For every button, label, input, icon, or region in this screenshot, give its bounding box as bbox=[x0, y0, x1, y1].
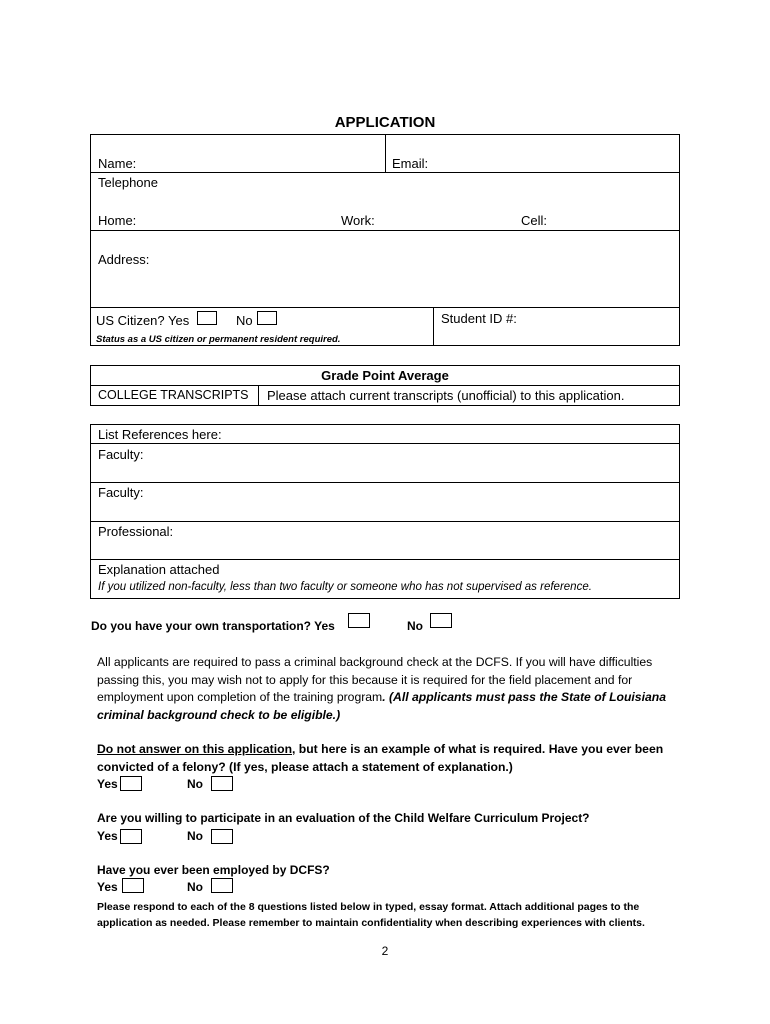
telephone-label: Telephone bbox=[98, 175, 158, 190]
evaluation-no-label: No bbox=[187, 829, 203, 843]
page-title: APPLICATION bbox=[334, 114, 436, 131]
evaluation-no-checkbox[interactable] bbox=[211, 829, 233, 844]
dcfs-yes-checkbox[interactable] bbox=[122, 878, 144, 893]
felony-yes-checkbox[interactable] bbox=[120, 776, 142, 791]
address-label: Address: bbox=[98, 252, 150, 267]
background-check-paragraph bbox=[97, 654, 687, 724]
transportation-question: Do you have your own transportation? Yes bbox=[91, 619, 335, 633]
us-citizen-no-checkbox[interactable] bbox=[257, 311, 277, 325]
dcfs-yes-label: Yes bbox=[97, 880, 118, 894]
college-transcripts-label: COLLEGE TRANSCRIPTS bbox=[98, 388, 249, 402]
us-citizen-label: US Citizen? Yes bbox=[96, 313, 190, 328]
felony-no-label: No bbox=[187, 777, 203, 791]
background-check-text: All applicants are required to pass a criminal background check at the DCFS. If you will have difficulties passing this, you may wish not to apply for this because it is required for the field placement and for employment upon completion of the training program bbox=[97, 655, 653, 704]
felony-no-checkbox[interactable] bbox=[211, 776, 233, 791]
do-not-answer-note: Do not answer on this application bbox=[97, 742, 293, 756]
faculty-reference-2-label: Faculty: bbox=[98, 485, 144, 500]
work-phone-label: Work: bbox=[341, 213, 375, 228]
references-header: List References here: bbox=[98, 427, 222, 442]
felony-yes-label: Yes bbox=[97, 777, 118, 791]
student-id-label: Student ID #: bbox=[441, 311, 517, 326]
transportation-yes-checkbox[interactable] bbox=[348, 613, 370, 628]
transportation-no-checkbox[interactable] bbox=[430, 613, 452, 628]
us-citizen-yes-checkbox[interactable] bbox=[197, 311, 217, 325]
transcripts-note: Please attach current transcripts (unofficial) to this application. bbox=[267, 388, 625, 403]
home-phone-label: Home: bbox=[98, 213, 137, 228]
cell-phone-label: Cell: bbox=[521, 213, 548, 228]
evaluation-yes-label: Yes bbox=[97, 829, 118, 843]
dcfs-no-checkbox[interactable] bbox=[211, 878, 233, 893]
name-label: Name: bbox=[98, 156, 137, 171]
professional-reference-label: Professional: bbox=[98, 524, 174, 539]
us-citizen-no-label: No bbox=[236, 313, 253, 328]
page-number: 2 bbox=[381, 944, 389, 958]
evaluation-question: Are you willing to participate in an evaluation of the Child Welfare Curriculum Project? bbox=[97, 811, 590, 825]
faculty-reference-1-label: Faculty: bbox=[98, 447, 144, 462]
email-label: Email: bbox=[392, 156, 429, 171]
background-check-bold-text: . (All applicants must pass the State of Louisiana criminal background check to be eligible.) bbox=[97, 690, 666, 722]
essay-instructions: Please respond to each of the 8 questions listed below in typed, essay format. Attach additional pages to the application as needed. Please remember to maintain confidentiality when describing experiences with clients. bbox=[97, 901, 645, 929]
felony-question-text: , but here is an example of what is required. Have you ever been convicted of a felony? (If yes, please attach a statement of explanation.) bbox=[97, 742, 664, 774]
explanation-note: If you utilized non-faculty, less than two faculty or someone who has not supervised as reference. bbox=[98, 581, 592, 593]
felony-question-paragraph bbox=[97, 741, 687, 776]
dcfs-employment-question: Have you ever been employed by DCFS? bbox=[97, 863, 330, 877]
evaluation-yes-checkbox[interactable] bbox=[120, 829, 142, 844]
explanation-attached-label: Explanation attached bbox=[98, 562, 220, 577]
gpa-header: Grade Point Average bbox=[321, 368, 449, 383]
transportation-no-label: No bbox=[407, 619, 423, 633]
dcfs-no-label: No bbox=[187, 880, 203, 894]
citizen-status-note: Status as a US citizen or permanent resident required. bbox=[96, 334, 341, 345]
